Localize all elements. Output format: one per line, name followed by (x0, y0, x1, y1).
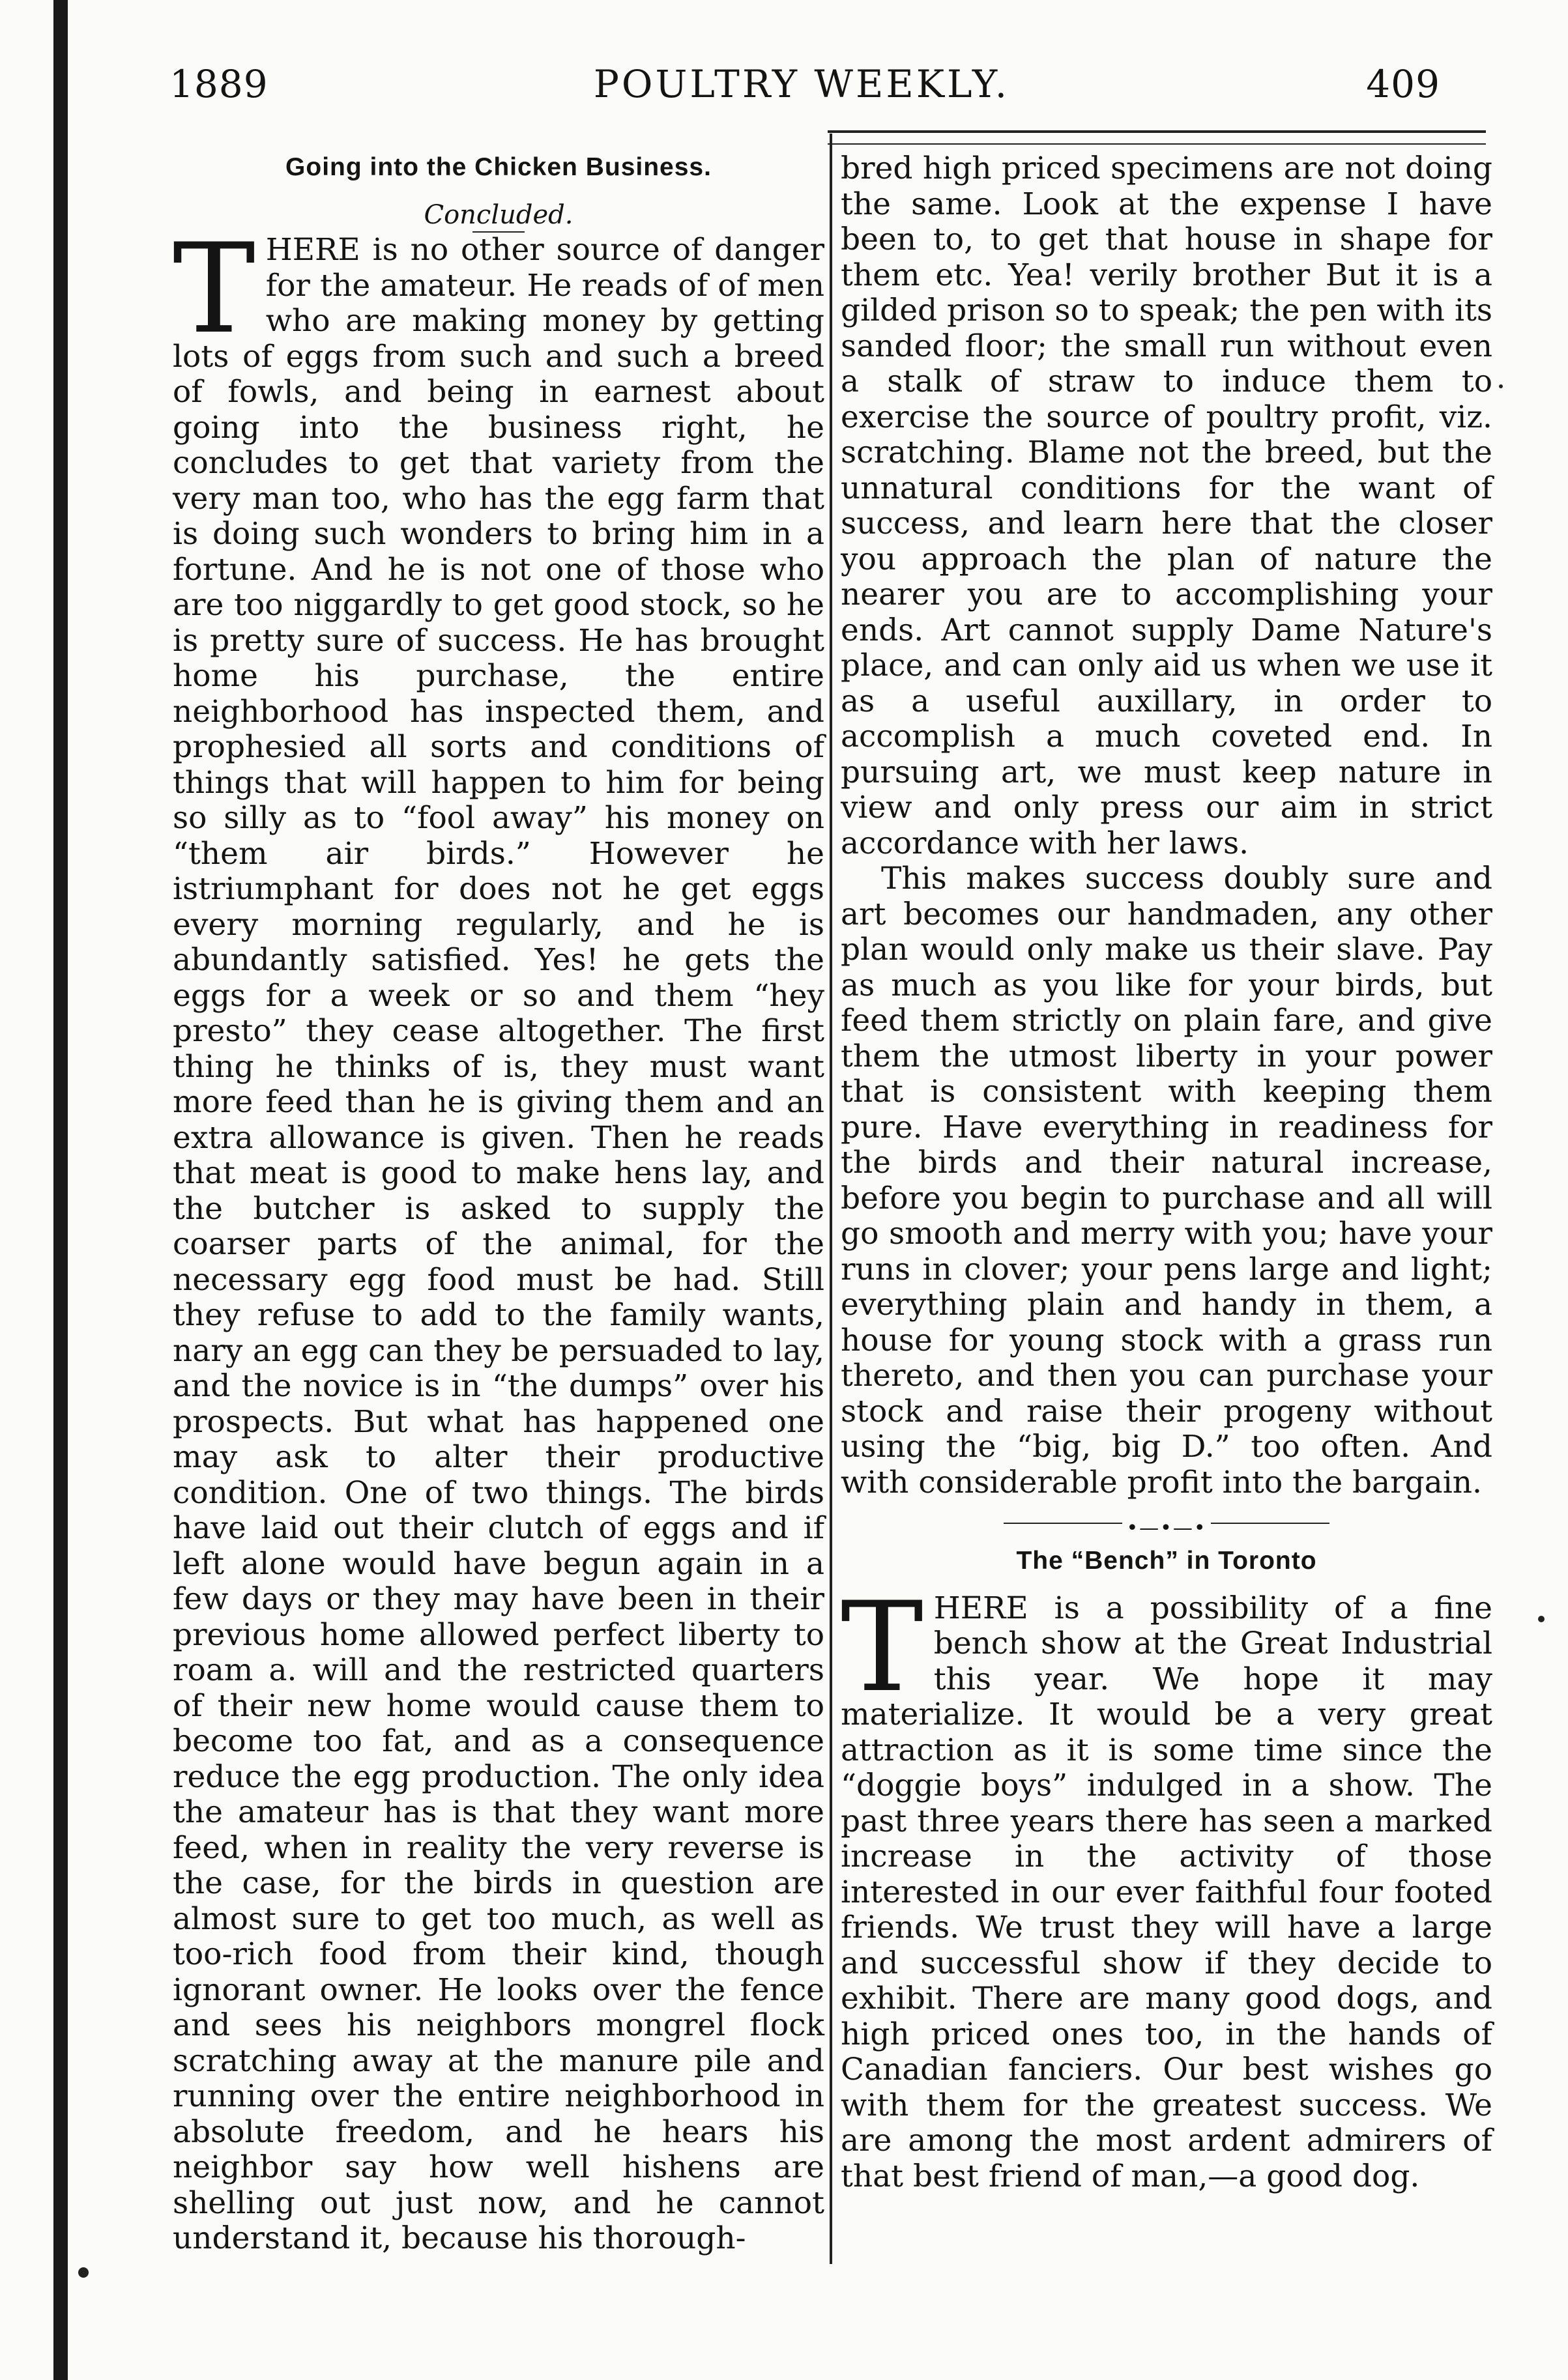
article-paragraph (173, 217, 824, 2257)
left-column (173, 150, 824, 2257)
right-column (841, 151, 1492, 2194)
ink-speck (78, 2267, 89, 2278)
article-paragraph (841, 1575, 1492, 2195)
header-double-rule (828, 130, 1486, 145)
article-title-chicken-business: Going into the Chicken Business. (285, 153, 712, 181)
masthead-title: POULTRY WEEKLY. (593, 62, 1010, 106)
drop-cap-letter: T (173, 217, 255, 361)
ink-speck (1538, 1616, 1545, 1622)
article-subtitle-concluded: Concluded. (424, 199, 573, 230)
binding-margin-rule (53, 0, 68, 2380)
divider-ornament: •—•—• (841, 1511, 1492, 1547)
drop-cap-letter: T (841, 1575, 923, 1719)
article-title-bench-toronto: The “Bench” in Toronto (1016, 1547, 1317, 1575)
article-paragraph: bred high priced specimens are not doing the same. Look at the expense I have been to, to get that house in shape for them etc. Yea! verily brother But it is a gilded prison so to speak; the pen with its sanded floor; the small run without even a stalk of straw to induce them to exercise the source of poultry profit, viz. scratching. Blame not the breed, but the unnatural conditions for the want of success, and learn here that the closer you approach the plan of nature the nearer you are to accomplishing your ends. Art cannot supply Dame Nature's place, and can only aid us when we use it as a useful auxillary, in order to accomplish a much coveted end. In pursuing art, we must keep nature in view and only press our aim in strict accordance with her laws. (841, 151, 1492, 861)
ink-speck (1499, 384, 1503, 388)
running-header (163, 62, 1440, 134)
article-paragraph: This makes success doubly sure and art becomes our handmaden, any other plan would only make us their slave. Pay as much as you like for your birds, but feed them strictly on plain fare, and give them the utmost liberty in your power that is consistent with keeping them pure. Have everything in readiness for the birds and their natural increase, before you begin to purchase and all will go smooth and merry with you; have your runs in clover; your pens large and light; everything plain and handy in them, a house for young stock with a grass run thereto, and then you can purchase your stock and raise their progeny without using the “big, big D.” too often. And with considerable profit into the bargain. (841, 861, 1492, 1500)
page-number: 409 (1366, 62, 1440, 106)
article-paragraph-text: HERE is no other source of danger for the amateur. He reads of of men who are making money by getting lots of eggs from such and such a breed of fowls, and being in earnest about going into the business right, he concludes to get that variety from the very man too, who has the egg farm that is doing such wonders to bring him in a fortune. And he is not one of those who are too niggardly to get good stock, so he is pretty sure of success. He has brought home his purchase, the entire neighborhood has inspected them, and prophesied all sorts and conditions of things that will happen to him for being so silly as to “fool away” his money on “them air birds.” However he istriumphant for does not he get eggs every morning regularly, and he is abundantly satisfied. Yes! he gets the eggs for a week or so and them “hey presto” they cease altogether. The first thing he thinks of is, they must want more feed than he is giving them and an extra allowance is given. Then he reads that meat is good to make hens lay, and the butcher is asked to supply the coarser parts of the animal, for the necessary egg food must be had. Still they refuse to add to the family wants, nary an egg can they be persuaded to lay, and the novice is in “the dumps” over his prospects. But what has happened one may ask to alter their productive condition. One of two things. The birds have laid out their clutch of eggs and if left alone would have begun again in a few days or they may have been in their previous home allowed perfect liberty to roam a. will and the restricted quarters of their new home would cause them to become too fat, and as a consequence reduce the egg production. The only idea the amateur has is that they want more feed, when in reality the very reverse is the case, for the birds in question are almost sure to get too much, as well as too-rich food from their kind, though ignorant owner. He looks over the fence and sees his neighbors mongrel flock scratching away at the manure pile and running over the entire neighborhood in absolute freedom, and he hears his neighbor say how well hishens are shelling out just now, and he cannot understand it, because his thorough- (173, 232, 824, 2256)
column-divider-rule (830, 134, 832, 2264)
section-divider (841, 1510, 1492, 1540)
article-paragraph-text: HERE is a possibility of a fine bench show at the Great Industrial this year. We hope it may materialize. It would be a very great attraction as it is some time since the “doggie boys” indulged in a show. The past three years there has seen a marked increase in the activity of those interested in our ever faithful four footed friends. We trust they will have a large and successful show if they decide to exhibit. There are many good dogs, and high priced ones too, in the hands of Canadian fanciers. Our best wishes go with them for the greatest success. We are among the most ardent admirers of that best friend of man,—a good dog. (841, 1590, 1492, 2194)
issue-year: 1889 (169, 62, 269, 106)
